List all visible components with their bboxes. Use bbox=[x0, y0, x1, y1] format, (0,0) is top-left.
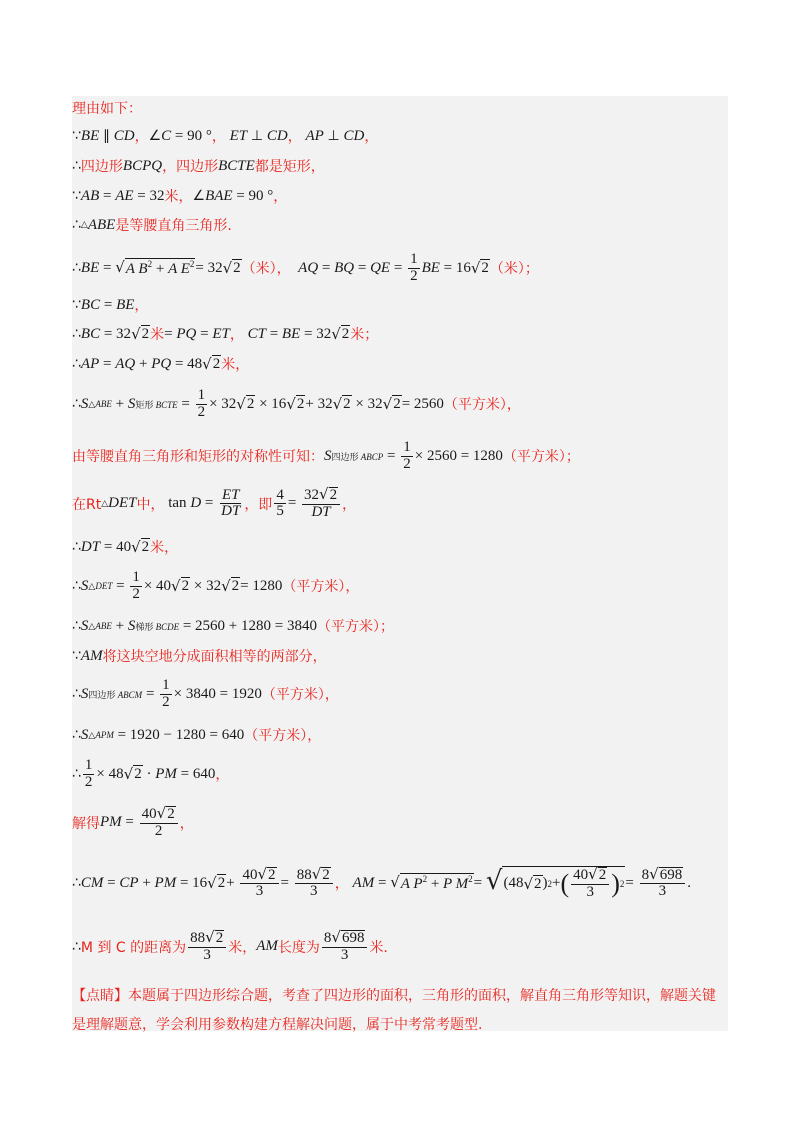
solution-line: ∴ CM = CP + PM = 16 √ 2 + 40 √ 2 3 = 88 √ 2 3 ， AM = √ A $P^2 + P$ $M^2$ = √ (48 √ 2 ) 2 + ( 40 √ 2 3 ) 2 = 8 √ 698 3 . bbox=[72, 864, 691, 900]
solution-line: ∴ S △DET = $\frac{1}{2}$ × 40 √ 2 × 32 √ 2 = 1280 （平方米）， bbox=[72, 569, 360, 602]
solution-line: ∴ AP = AQ + PQ = 48 √ 2 米， bbox=[72, 355, 250, 373]
solution-line: 在Rt △ DET 中， tan D = $\frac{ET}{DT}$ ，即 $\frac{4}{5}$ = 32 √ 2 DT ， bbox=[72, 485, 357, 520]
solution-line: ∴ M 到 C 的距离为 88 √ 2 3 米， AM 长度为 8 √ 698 3 米. bbox=[72, 928, 388, 963]
summary-line: 【点睛】本题属于四边形综合题，考查了四边形的面积，三角形的面积，解直角三角形等知识，解题关键 bbox=[72, 988, 716, 1004]
summary-line: 是理解题意，学会利用参数构建方程解决问题，属于中考常考题型. bbox=[72, 1017, 483, 1033]
solution-line: ∴ S △ABE + S 梯形 BCDE = 2560 + 1280 = 3840 （平方米）； bbox=[72, 617, 394, 635]
solution-line: 由等腰直角三角形和矩形的对称性可知： S 四边形 ABCP = $\frac{1}{2}$ × 2560 = 1280 （平方米）； bbox=[72, 439, 580, 472]
solution-line: ∴ S △APM = 1920 − 1280 = 640 （平方米）， bbox=[72, 726, 322, 744]
solution-line: ∴ 四边形 BCPQ ，四边形 BCTE 都是矩形， bbox=[72, 157, 325, 175]
solution-line: ∴ BE = √ A $B^2 + A$ $E^2$ = 32 √ 2 （米）， AQ = BQ = QE = $\frac{1}{2}$ BE = 16 √ 2 （米）； bbox=[72, 251, 539, 284]
solution-line: ∴ S 四边形 ABCM = $\frac{1}{2}$ × 3840 = 1920 （平方米）， bbox=[72, 677, 339, 710]
solution-line: ∴ $\frac{1}{2}$ × 48 √ 2 · PM = 640 ， bbox=[72, 757, 230, 790]
solution-line: 解得 PM = 40 √ 2 2 ， bbox=[72, 804, 194, 839]
solution-line: ∵ BE ∥ CD ， ∠ C = 90 ° ， ET ⊥ CD ， AP ⊥ CD ， bbox=[72, 127, 379, 145]
solution-line: ∴ S △ABE + S 矩形 BCTE = $\frac{1}{2}$ × 32 √ 2 × 16 √ 2 + 32 √ 2 × 32 √ 2 = 2560 （平方米）， bbox=[72, 387, 521, 420]
solution-line: ∴ △ ABE 是等腰直角三角形. bbox=[72, 216, 232, 234]
solution-line: 理由如下： bbox=[72, 101, 142, 117]
solution-line: ∴ BC = 32 √ 2 米 = PQ = ET ， CT = BE = 32 √ 2 米； bbox=[72, 325, 379, 343]
solution-line: ∴ DT = 40 √ 2 米， bbox=[72, 538, 179, 556]
solution-line: ∵ AM 将这块空地分成面积相等的两部分， bbox=[72, 647, 327, 665]
solution-line: ∵ BC = BE ， bbox=[72, 296, 149, 314]
solution-line: ∵ AB = AE = 32 米， ∠ BAE = 90 ° ， bbox=[72, 187, 288, 205]
